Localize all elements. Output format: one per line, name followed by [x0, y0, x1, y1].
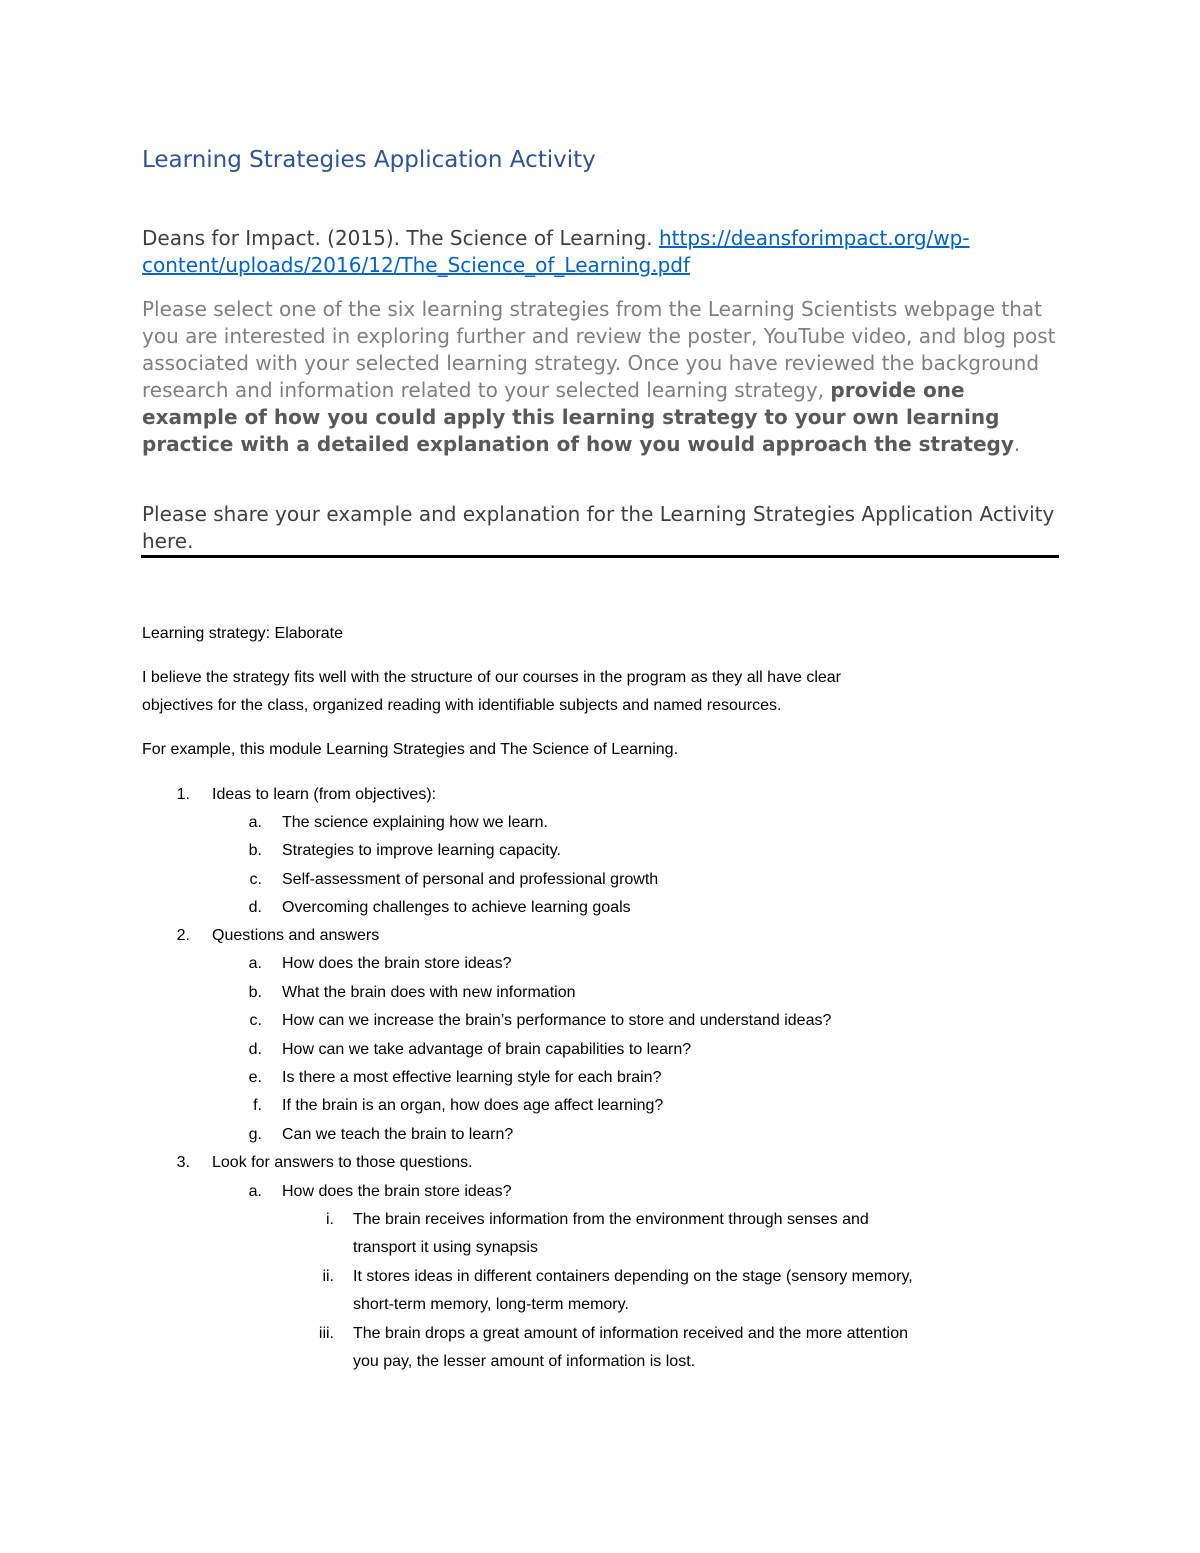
list-item-text: Overcoming challenges to achieve learning goals	[282, 899, 631, 916]
list-marker: 1.	[176, 786, 190, 803]
list-item-text: Look for answers to those questions.	[212, 1154, 473, 1171]
list-item-text: The brain receives information from the environment through senses and	[353, 1211, 869, 1228]
list-marker: d.	[248, 1041, 262, 1058]
list-marker: 2.	[176, 927, 190, 944]
list-marker: iii.	[318, 1325, 334, 1342]
list-marker: c.	[249, 1012, 262, 1029]
list-marker: g.	[248, 1126, 262, 1143]
paragraph-line: I believe the strategy fits well with the structure of our courses in the program as they all have clear	[142, 669, 841, 686]
document-title: Learning Strategies Application Activity	[142, 147, 596, 173]
list-item-text: How can we take advantage of brain capabilities to learn?	[282, 1041, 692, 1058]
instructions-text: Please select one of the six learning strategies from the Learning Scientists webpage that you are interested in exploring further and review the poster, YouTube video, and blog post associated with your selected learning strategy. Once you have reviewed the background research and information related to your selected learning strategy,	[142, 297, 1056, 402]
list-marker: f.	[253, 1097, 262, 1114]
list-item-text: The science explaining how we learn.	[282, 814, 548, 831]
list-item-continuation: transport it using synapsis	[353, 1239, 538, 1256]
list-marker: e.	[248, 1069, 262, 1086]
divider-rule	[141, 555, 1059, 558]
instructions-end: .	[1013, 432, 1021, 456]
list-marker: b.	[248, 842, 262, 859]
list-item-text: Self-assessment of personal and professional growth	[282, 871, 659, 888]
list-marker: a.	[248, 955, 262, 972]
list-item-text: Ideas to learn (from objectives):	[212, 786, 437, 803]
list-item-text: Can we teach the brain to learn?	[282, 1126, 514, 1143]
list-marker: a.	[248, 1183, 262, 1200]
list-marker: a.	[248, 814, 262, 831]
list-item-text: Questions and answers	[212, 927, 380, 944]
list-item-text: How does the brain store ideas?	[282, 955, 512, 972]
strategy-line: Learning strategy: Elaborate	[142, 625, 344, 642]
citation-text: Deans for Impact. (2015). The Science of Learning.	[142, 226, 659, 250]
list-item-text: What the brain does with new information	[282, 984, 576, 1001]
instructions-emphasis: provide one example of how you could apply this learning strategy to your own learning practice with a detailed explanation of how you would approach the strategy	[142, 378, 1014, 456]
instructions-paragraph	[142, 296, 1067, 458]
example-paragraph: For example, this module Learning Strategies and The Science of Learning.	[142, 741, 679, 758]
list-item-continuation: you pay, the lesser amount of information is lost.	[353, 1353, 696, 1370]
list-item-text: How can we increase the brain’s performance to store and understand ideas?	[282, 1012, 832, 1029]
list-marker: b.	[248, 984, 262, 1001]
share-prompt: Please share your example and explanation for the Learning Strategies Application Activity here.	[142, 502, 1055, 553]
list-item-text: It stores ideas in different containers depending on the stage (sensory memory,	[353, 1268, 913, 1285]
paragraph-line: objectives for the class, organized reading with identifiable subjects and named resources.	[142, 697, 782, 714]
list-item-text: If the brain is an organ, how does age affect learning?	[282, 1097, 664, 1114]
list-item-text: Is there a most effective learning style for each brain?	[282, 1069, 662, 1086]
list-item-text: Strategies to improve learning capacity.	[282, 842, 561, 859]
list-item-text: The brain drops a great amount of information received and the more attention	[353, 1325, 908, 1342]
citation-link-continued[interactable]: content/uploads/2016/12/The_Science_of_Learning.pdf	[142, 253, 691, 277]
list-marker: ii.	[322, 1268, 334, 1285]
citation	[142, 225, 1072, 279]
list-marker: i.	[326, 1211, 334, 1228]
list-item-text: How does the brain store ideas?	[282, 1183, 512, 1200]
list-marker: c.	[249, 871, 262, 888]
list-marker: d.	[248, 899, 262, 916]
citation-link[interactable]: https://deansforimpact.org/wp-	[659, 226, 970, 250]
list-marker: 3.	[176, 1154, 190, 1171]
list-item-continuation: short-term memory, long-term memory.	[353, 1296, 629, 1313]
